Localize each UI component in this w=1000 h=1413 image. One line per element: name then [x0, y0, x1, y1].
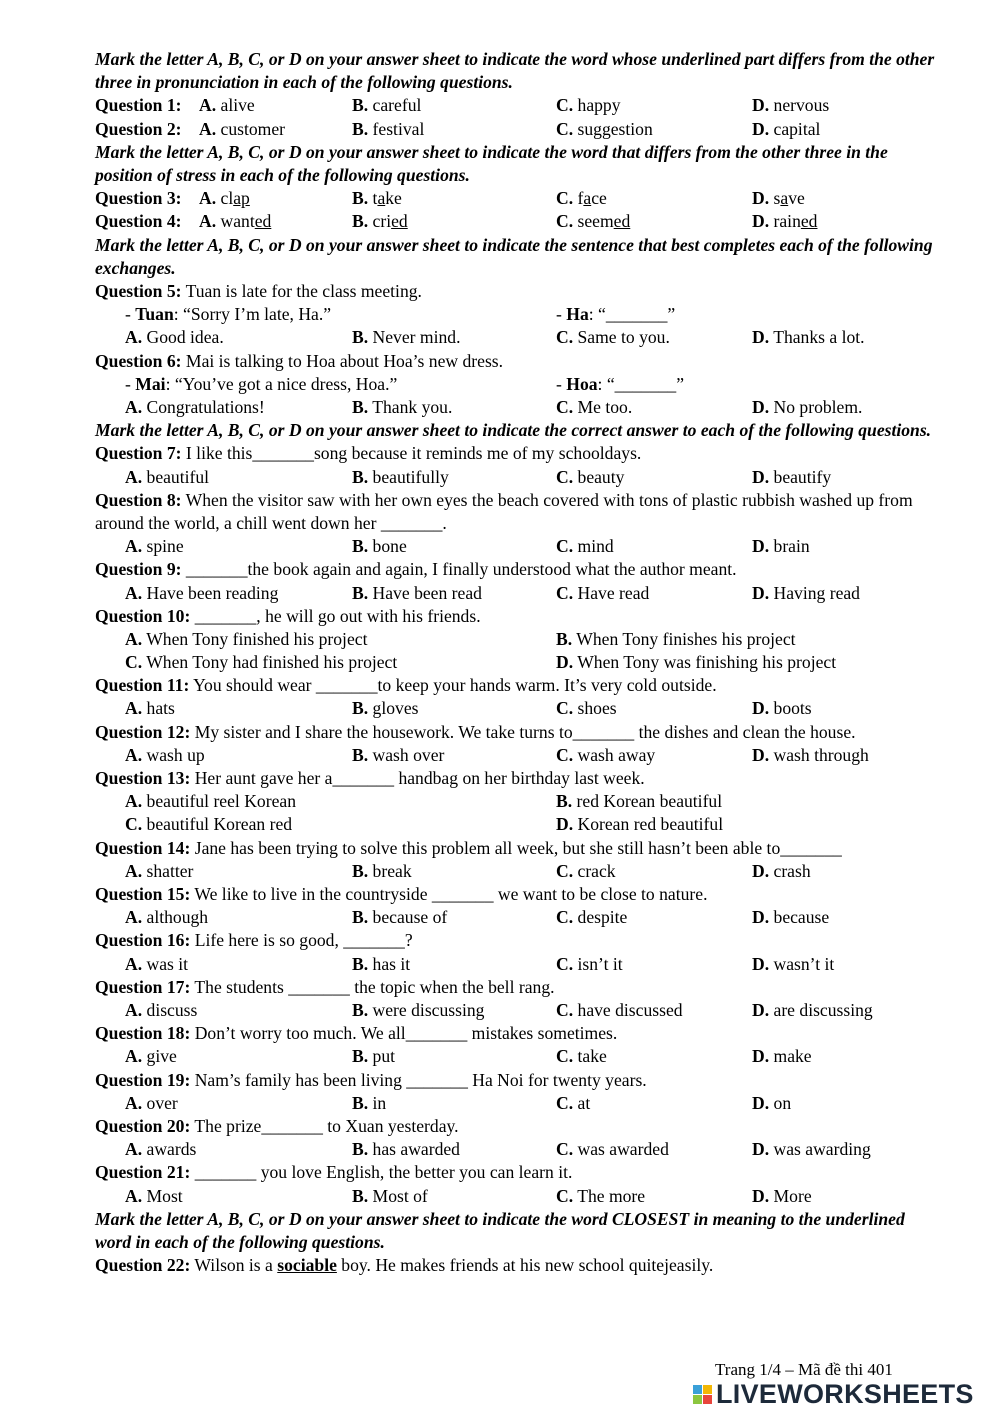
question-text: _______, he will go out with his friends.	[194, 605, 481, 626]
option-c[interactable]: Same to you.	[577, 327, 670, 348]
question-text: _______ you love English, the better you can learn it.	[194, 1162, 573, 1183]
question-text: I like this_______song because it reminds me of my schooldays.	[185, 443, 642, 464]
options-row: A. beautiful reel Korean B. red Korean beautiful	[125, 791, 723, 812]
option-c[interactable]: have discussed	[577, 1000, 683, 1021]
option-c[interactable]: wash away	[577, 744, 656, 765]
worksheet-page	[95, 48, 935, 1277]
option-a[interactable]: clap	[220, 188, 250, 209]
option-c[interactable]: was awarded	[577, 1139, 669, 1160]
question-19	[95, 1069, 935, 1092]
question-label: Question 22:	[95, 1255, 191, 1276]
option-c[interactable]: When Tony had finished his project	[146, 652, 398, 673]
question-2: Question 2: A. customer B. festival C. suggestion D. capital	[95, 118, 821, 139]
option-d[interactable]: Having read	[773, 582, 860, 603]
option-d[interactable]: was awarding	[773, 1139, 871, 1160]
option-d[interactable]: brain	[773, 536, 810, 557]
question-text: Don’t worry too much. We all_______ mistakes sometimes.	[194, 1023, 618, 1044]
question-text: The prize_______ to Xuan yesterday.	[194, 1115, 459, 1136]
option-b[interactable]: gloves	[372, 698, 419, 719]
option-c[interactable]: Have read	[577, 582, 650, 603]
question-17	[95, 976, 935, 999]
options-row: C. When Tony had finished his project D. When Tony was finishing his project	[125, 652, 837, 673]
dialogue: - Tuan: “Sorry I’m late, Ha.” - Ha: “_______”	[125, 304, 676, 325]
option-b[interactable]: When Tony finishes his project	[576, 628, 796, 649]
section-instruction: Mark the letter A, B, C, or D on your answer sheet to indicate the word CLOSEST in meaning to the underlined word in each of the following questions.	[95, 1208, 905, 1252]
option-c[interactable]: beautiful Korean red	[146, 814, 293, 835]
question-label: Question 14:	[95, 837, 191, 858]
question-label: Question 6:	[95, 350, 182, 371]
page-footer: Trang 1/4 – Mã đề thi 401	[715, 1360, 893, 1379]
option-b[interactable]: in	[372, 1092, 387, 1113]
question-text: Nam’s family has been living _______ Ha Noi for twenty years.	[194, 1069, 647, 1090]
question-label: Question 16:	[95, 930, 191, 951]
option-c[interactable]: face	[577, 188, 607, 209]
option-d[interactable]: boots	[773, 698, 812, 719]
option-a[interactable]: was it	[146, 953, 189, 974]
option-d[interactable]: make	[773, 1046, 812, 1067]
option-b[interactable]: Most of	[372, 1185, 428, 1206]
option-a[interactable]: wanted	[220, 211, 272, 232]
question-3: Question 3: A. clap B. take C. face D. save	[95, 188, 805, 209]
question-label: Question 13:	[95, 768, 191, 789]
option-b[interactable]: has awarded	[372, 1139, 460, 1160]
question-21	[95, 1161, 935, 1184]
option-b[interactable]: careful	[372, 95, 422, 116]
option-a[interactable]: over	[146, 1092, 178, 1113]
options-row: A. When Tony finished his project B. When Tony finishes his project	[125, 628, 796, 649]
question-4: Question 4: A. wanted B. cried C. seemed D. rained	[95, 211, 818, 232]
question-label: Question 20:	[95, 1115, 191, 1136]
options-row: A. Have been reading B. Have been read C. Have read D. Having read	[125, 582, 860, 603]
options-row: A. give B. put C. take D. make	[125, 1046, 812, 1067]
question-7	[95, 442, 935, 465]
option-d[interactable]: Thanks a lot.	[773, 327, 865, 348]
question-14	[95, 837, 935, 860]
question-20	[95, 1115, 935, 1138]
option-a[interactable]: beautiful reel Korean	[146, 791, 296, 812]
options-row: A. although B. because of C. despite D. because	[125, 907, 830, 928]
option-c[interactable]: suggestion	[577, 118, 653, 139]
option-c[interactable]: Me too.	[577, 396, 633, 417]
question-text: Tuan is late for the class meeting.	[185, 280, 422, 301]
option-d[interactable]: wasn’t it	[773, 953, 835, 974]
question-1: Question 1: A. alive B. careful C. happy D. nervous	[95, 95, 830, 116]
options-row: A. was it B. has it C. isn’t it D. wasn’t it	[125, 953, 835, 974]
option-b[interactable]: were discussing	[372, 1000, 485, 1021]
option-d[interactable]: Korean red beautiful	[577, 814, 724, 835]
option-d[interactable]: capital	[773, 118, 821, 139]
option-a[interactable]: wash up	[146, 744, 205, 765]
option-d[interactable]: on	[773, 1092, 792, 1113]
question-label: Question 1:	[95, 95, 182, 116]
question-label: Question 17:	[95, 976, 191, 997]
section-instruction: Mark the letter A, B, C, or D on your answer sheet to indicate the correct answer to each of the following questions.	[95, 420, 932, 441]
option-b[interactable]: wash over	[372, 744, 445, 765]
question-9	[95, 558, 935, 581]
option-b[interactable]: cried	[372, 211, 408, 232]
option-b[interactable]: beautifully	[372, 466, 449, 487]
question-22: Question 22: Wilson is a sociable boy. He makes friends at his new school quitejeasily.	[95, 1255, 714, 1276]
question-text: Jane has been trying to solve this problem all week, but she still hasn’t been able to_______	[194, 837, 842, 858]
option-a[interactable]: customer	[220, 118, 286, 139]
option-a[interactable]: discuss	[146, 1000, 198, 1021]
option-d[interactable]: More	[773, 1185, 812, 1206]
option-c[interactable]: The more	[577, 1185, 646, 1206]
question-10	[95, 605, 935, 628]
option-c[interactable]: happy	[577, 95, 621, 116]
option-d[interactable]: wash through	[773, 744, 869, 765]
question-18	[95, 1022, 935, 1045]
option-a[interactable]: Most	[146, 1185, 183, 1206]
question-8	[95, 489, 935, 535]
option-a[interactable]: awards	[146, 1139, 197, 1160]
option-d[interactable]: beautify	[773, 466, 832, 487]
option-b[interactable]: bone	[372, 536, 407, 557]
question-text: The students _______ the topic when the bell rang.	[194, 976, 555, 997]
option-b[interactable]: festival	[372, 118, 425, 139]
option-a[interactable]: beautiful	[146, 466, 210, 487]
options-row: A. shatter B. break C. crack D. crash	[125, 860, 811, 881]
question-15	[95, 883, 935, 906]
option-c[interactable]: despite	[577, 907, 628, 928]
question-label: Question 15:	[95, 884, 191, 905]
option-a[interactable]: alive	[220, 95, 255, 116]
option-d[interactable]: crash	[773, 860, 811, 881]
question-text: Life here is so good, _______?	[194, 930, 413, 951]
speaker-name: Tuan	[135, 304, 174, 325]
question-text: My sister and I share the housework. We take turns to_______ the dishes and clean the house.	[194, 721, 856, 742]
liveworksheets-logo	[693, 1379, 974, 1409]
option-b[interactable]: because of	[372, 907, 448, 928]
question-12	[95, 721, 935, 744]
options-row: A. wash up B. wash over C. wash away D. wash through	[125, 744, 869, 765]
options-row: A. beautiful B. beautifully C. beauty D. beautify	[125, 466, 832, 487]
question-text: When the visitor saw with her own eyes the beach covered with tons of plastic rubbish washed up from around the world, a chill went down her _______.	[95, 489, 913, 533]
question-label: Question 8:	[95, 489, 182, 510]
question-label: Question 2:	[95, 118, 182, 139]
question-6	[95, 350, 935, 373]
options-row: A. discuss B. were discussing C. have discussed D. are discussing	[125, 1000, 873, 1021]
question-label: Question 21:	[95, 1162, 191, 1183]
option-b[interactable]: put	[372, 1046, 396, 1067]
question-11	[95, 674, 935, 697]
options-row: A. hats B. gloves C. shoes D. boots	[125, 698, 812, 719]
option-a[interactable]: Congratulations!	[146, 396, 265, 417]
options-row: C. beautiful Korean red D. Korean red beautiful	[125, 814, 724, 835]
logo-icon	[693, 1385, 712, 1404]
option-a[interactable]: Have been reading	[146, 582, 279, 603]
option-c[interactable]: beauty	[577, 466, 625, 487]
options-row: A. Good idea. B. Never mind. C. Same to you. D. Thanks a lot.	[125, 327, 865, 348]
question-label: Question 3:	[95, 188, 182, 209]
question-16	[95, 929, 935, 952]
section-instruction: Mark the letter A, B, C, or D on your answer sheet to indicate the word whose underlined part differs from the other three in pronunciation in each of the following questions.	[95, 49, 935, 93]
option-c[interactable]: at	[577, 1092, 591, 1113]
option-c[interactable]: seemed	[577, 211, 631, 232]
options-row: A. awards B. has awarded C. was awarded D. was awarding	[125, 1139, 871, 1160]
option-c[interactable]: crack	[577, 860, 616, 881]
underlined-word: sociable	[277, 1255, 337, 1276]
question-text: Her aunt gave her a_______ handbag on her birthday last week.	[194, 768, 645, 789]
question-label: Question 5:	[95, 280, 182, 301]
option-d[interactable]: because	[773, 907, 830, 928]
speaker-name: Mai	[135, 373, 166, 394]
question-5	[95, 280, 935, 303]
speaker-name: Ha	[566, 304, 589, 325]
options-row: A. over B. in C. at D. on	[125, 1092, 792, 1113]
question-text: You should wear _______to keep your hands warm. It’s very cold outside.	[193, 675, 717, 696]
option-d[interactable]: nervous	[773, 95, 830, 116]
option-d[interactable]: save	[773, 188, 805, 209]
question-label: Question 11:	[95, 675, 190, 696]
option-b[interactable]: red Korean beautiful	[576, 791, 723, 812]
option-d[interactable]: rained	[773, 211, 818, 232]
options-row: A. Most B. Most of C. The more D. More	[125, 1185, 812, 1206]
question-label: Question 12:	[95, 721, 191, 742]
option-a[interactable]: When Tony finished his project	[146, 628, 368, 649]
option-c[interactable]: isn’t it	[577, 953, 623, 974]
option-a[interactable]: spine	[146, 536, 184, 557]
option-a[interactable]: Good idea.	[146, 327, 224, 348]
option-b[interactable]: Have been read	[372, 582, 482, 603]
question-text: _______the book again and again, I finally understood what the author meant.	[185, 559, 737, 580]
option-c[interactable]: shoes	[577, 698, 617, 719]
options-row: A. Congratulations! B. Thank you. C. Me too. D. No problem.	[125, 396, 863, 417]
option-b[interactable]: take	[372, 188, 402, 209]
section-instruction: Mark the letter A, B, C, or D on your answer sheet to indicate the word that differs from the other three in the position of stress in each of the following questions.	[95, 141, 888, 185]
question-label: Question 19:	[95, 1069, 191, 1090]
option-b[interactable]: Thank you.	[372, 396, 453, 417]
option-a[interactable]: hats	[146, 698, 175, 719]
dialogue: - Mai: “You’ve got a nice dress, Hoa.” - Hoa: “_______”	[125, 373, 685, 394]
section-instruction: Mark the letter A, B, C, or D on your answer sheet to indicate the sentence that best completes each of the following exchanges.	[95, 234, 933, 278]
option-c[interactable]: mind	[577, 536, 614, 557]
question-label: Question 10:	[95, 605, 191, 626]
question-label: Question 4:	[95, 211, 182, 232]
option-a[interactable]: shatter	[146, 860, 194, 881]
option-b[interactable]: has it	[372, 953, 411, 974]
question-text: We like to live in the countryside _______ we want to be close to nature.	[194, 884, 708, 905]
question-label: Question 18:	[95, 1023, 191, 1044]
option-b[interactable]: Never mind.	[372, 327, 461, 348]
option-c[interactable]: take	[577, 1046, 607, 1067]
brand-name: LIVEWORKSHEETS	[716, 1379, 974, 1409]
options-row: A. spine B. bone C. mind D. brain	[125, 536, 810, 557]
question-13	[95, 767, 935, 790]
question-label: Question 7:	[95, 443, 182, 464]
question-text: Mai is talking to Hoa about Hoa’s new dress.	[185, 350, 504, 371]
question-label: Question 9:	[95, 559, 182, 580]
option-d[interactable]: No problem.	[773, 396, 863, 417]
option-a[interactable]: give	[146, 1046, 177, 1067]
option-d[interactable]: When Tony was finishing his project	[577, 652, 837, 673]
speaker-name: Hoa	[566, 373, 598, 394]
option-a[interactable]: although	[146, 907, 209, 928]
option-b[interactable]: break	[372, 860, 412, 881]
option-d[interactable]: are discussing	[773, 1000, 873, 1021]
